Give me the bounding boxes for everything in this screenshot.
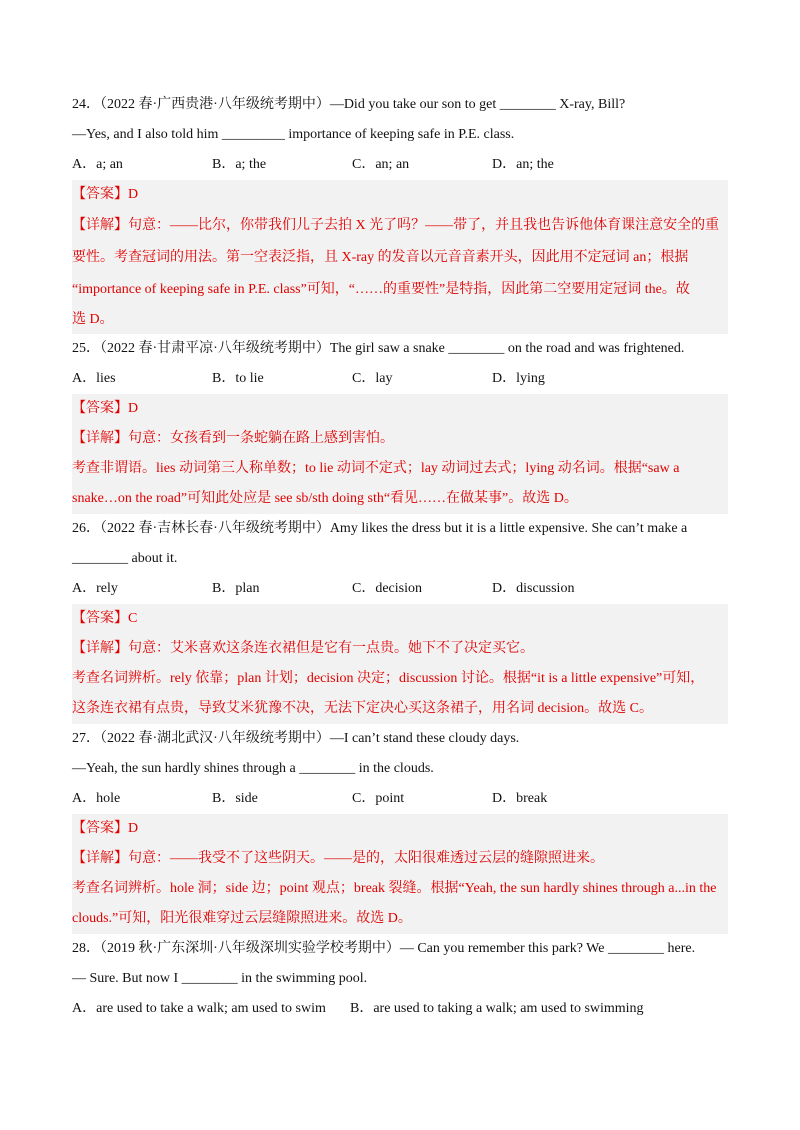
answer-label: 【答案】D bbox=[72, 821, 139, 836]
option-b: B．side bbox=[212, 791, 258, 806]
option-c: C．an; an bbox=[352, 157, 410, 172]
question-27 bbox=[72, 724, 728, 934]
options-row bbox=[72, 150, 728, 180]
option-d: D．discussion bbox=[492, 581, 575, 596]
detail-line: clouds.”可知，阳光很难穿过云层缝隙照进来。故选 D。 bbox=[72, 911, 412, 926]
answer-label: 【答案】D bbox=[72, 187, 139, 202]
detail-line: 考查名词辨析。hole 洞；side 边；point 观点；break 裂缝。根据“Yeah, the sun hardly shines through a...in the bbox=[72, 881, 717, 896]
answer-block bbox=[72, 604, 728, 724]
question-stem: 25．（2022 春·甘肃平凉·八年级统考期中）The girl saw a snake ________ on the road and was frightened. bbox=[72, 341, 685, 356]
option-d: D．break bbox=[492, 791, 548, 806]
question-26 bbox=[72, 514, 728, 724]
answer-block bbox=[72, 814, 728, 934]
detail-line: 【详解】句意：——我受不了这些阴天。——是的，太阳很难透过云层的缝隙照进来。 bbox=[72, 851, 604, 866]
options-row bbox=[72, 574, 728, 604]
option-b: B．plan bbox=[212, 581, 260, 596]
question-stem: 26．（2022 春·吉林长春·八年级统考期中）Amy likes the dress but it is a little expensive. She can’t make a bbox=[72, 521, 688, 536]
question-stem: 28．（2019 秋·广东深圳·八年级深圳实验学校考期中）— Can you remember this park? We ________ here. bbox=[72, 941, 696, 956]
detail-line: 考查名词辨析。rely 依靠；plan 计划；decision 决定；discussion 讨论。根据“it is a little expensive”可知， bbox=[72, 671, 705, 686]
option-c: C．decision bbox=[352, 581, 422, 596]
option-d: D．lying bbox=[492, 371, 545, 386]
option-a: A．rely bbox=[72, 581, 118, 596]
detail-line: 【详解】句意：艾米喜欢这条连衣裙但是它有一点贵。她下不了决定买它。 bbox=[72, 641, 534, 656]
detail-line: 这条连衣裙有点贵，导致艾米犹豫不决，无法下定决心买这条裙子，用名词 decision。故选 C。 bbox=[72, 701, 653, 716]
option-c: C．point bbox=[352, 791, 405, 806]
question-stem: ________ about it. bbox=[72, 551, 178, 566]
detail-line: 考查非谓语。lies 动词第三人称单数；to lie 动词不定式；lay 动词过去式；lying 动名词。根据“saw a bbox=[72, 461, 680, 476]
option-a: A．are used to take a walk; am used to swim bbox=[72, 1001, 326, 1016]
question-24 bbox=[72, 90, 728, 334]
options-row bbox=[72, 994, 728, 1024]
question-25 bbox=[72, 334, 728, 514]
options-row bbox=[72, 784, 728, 814]
option-a: A．a; an bbox=[72, 157, 123, 172]
question-stem: 24．（2022 春·广西贵港·八年级统考期中）—Did you take our son to get ________ X-ray, Bill? bbox=[72, 97, 626, 112]
option-a: A．lies bbox=[72, 371, 116, 386]
answer-label: 【答案】D bbox=[72, 401, 139, 416]
question-stem: —Yes, and I also told him _________ importance of keeping safe in P.E. class. bbox=[72, 127, 515, 142]
option-b: B．a; the bbox=[212, 157, 267, 172]
option-b: B．are used to taking a walk; am used to swimming bbox=[350, 1001, 644, 1016]
detail-line: snake…on the road”可知此处应是 see sb/sth doing sth“看见……在做某事”。故选 D。 bbox=[72, 491, 578, 506]
detail-line: 【详解】句意：——比尔，你带我们儿子去拍 X 光了吗？——带了，并且我也告诉他体育课注意安全的重 bbox=[72, 218, 720, 233]
detail-line: 选 D。 bbox=[72, 312, 114, 327]
question-28 bbox=[72, 934, 728, 1024]
question-stem: 27．（2022 春·湖北武汉·八年级统考期中）—I can’t stand these cloudy days. bbox=[72, 731, 520, 746]
exam-page bbox=[72, 90, 728, 1024]
detail-line: “importance of keeping safe in P.E. class”可知，“……的重要性”是特指，因此第二空要用定冠词 the。故 bbox=[72, 282, 690, 297]
option-b: B．to lie bbox=[212, 371, 264, 386]
answer-block bbox=[72, 180, 728, 334]
options-row bbox=[72, 364, 728, 394]
answer-label: 【答案】C bbox=[72, 611, 138, 626]
detail-line: 要性。考查冠词的用法。第一空表泛指，且 X-ray 的发音以元音音素开头，因此用不定冠词 an；根据 bbox=[72, 250, 689, 265]
option-c: C．lay bbox=[352, 371, 393, 386]
detail-line: 【详解】句意：女孩看到一条蛇躺在路上感到害怕。 bbox=[72, 431, 394, 446]
question-stem: — Sure. But now I ________ in the swimming pool. bbox=[72, 971, 368, 986]
option-d: D．an; the bbox=[492, 157, 554, 172]
answer-block bbox=[72, 394, 728, 514]
question-stem: —Yeah, the sun hardly shines through a ________ in the clouds. bbox=[72, 761, 434, 776]
option-a: A．hole bbox=[72, 791, 121, 806]
